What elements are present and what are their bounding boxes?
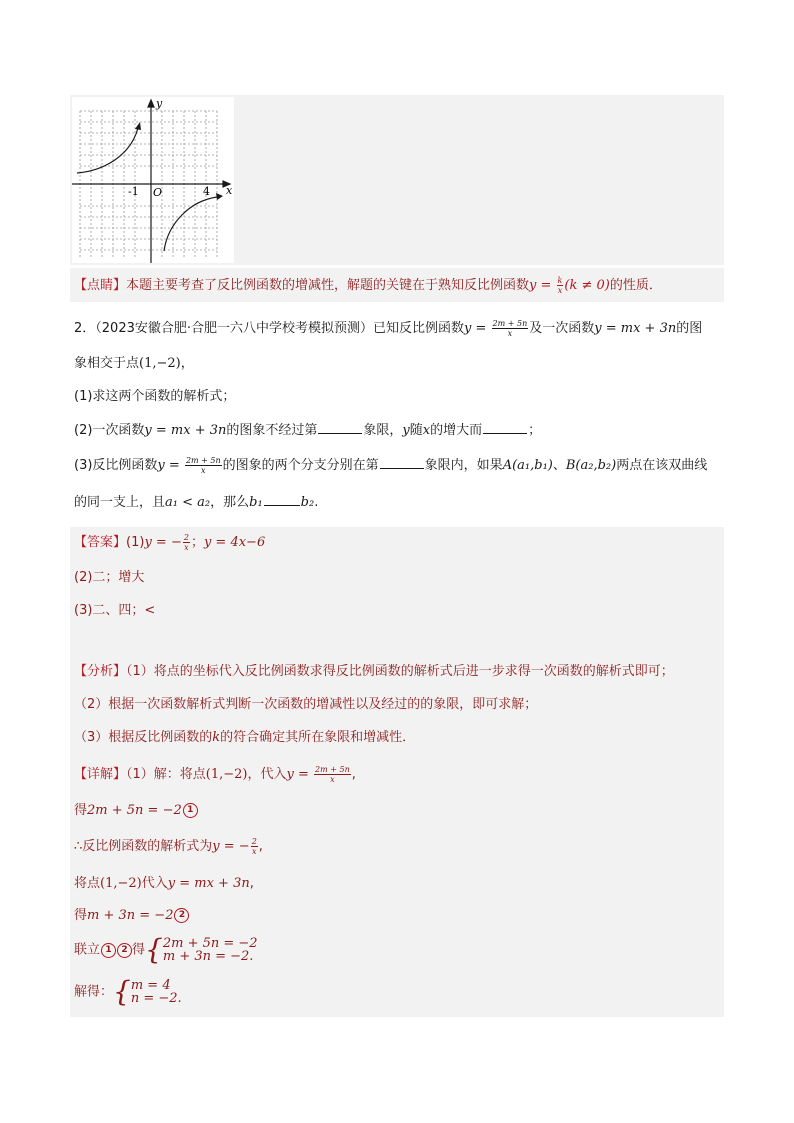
part2-e: 的增大而 <box>430 423 483 438</box>
detail-1-c: , <box>351 767 356 782</box>
question-line2-b: ， <box>180 356 194 371</box>
detail-line-5 <box>74 906 189 926</box>
question-line2-a: 象相交于点 <box>74 356 140 371</box>
detail-1-b: ，代入 <box>247 767 287 782</box>
detail-line-3 <box>74 837 263 857</box>
question-part-1: (1)求这两个函数的解析式； <box>74 389 236 404</box>
dianjing-tag: 【点睛】 <box>74 278 127 293</box>
part3-sep: 、 <box>552 458 566 473</box>
part3-y-eq: y = <box>157 458 184 473</box>
answer-1-sep: ； <box>190 535 204 550</box>
analysis-3-b: 的符合确定其所在象限和增减性． <box>220 730 416 745</box>
detail-1-y: y = <box>286 767 314 782</box>
analysis-line-2: （2）根据一次函数解析式判断一次函数的增减性以及经过的的象限，即可求解； <box>74 697 538 712</box>
grid-lines <box>80 111 217 259</box>
hyperbola-graph <box>72 97 234 263</box>
part2-d: 随 <box>409 423 423 438</box>
equation-system: { 2m + 5n = −2 m + 3n = −2. <box>145 933 258 966</box>
detail-1-fraction: $\frac{2m + 5n}{x}$ <box>315 765 350 784</box>
question-number: 2． <box>74 321 96 336</box>
detail-line-7 <box>74 975 182 1008</box>
question-part-2 <box>74 421 541 441</box>
detail-4-b: 代入 <box>141 876 168 891</box>
tick-label-neg1: -1 <box>128 185 139 198</box>
part2-a: (2)一次函数 <box>74 423 145 438</box>
part3-b2: b₂ <box>300 495 315 510</box>
part3-b1: b₁ <box>249 495 263 510</box>
answer-1-label: (1) <box>126 535 145 550</box>
question-point: (1,−2) <box>139 356 181 371</box>
y-axis-arrow <box>148 100 154 107</box>
dianjing-formula: y = <box>529 278 556 293</box>
part3-fraction: $\frac{2m + 5n}{x}$ <box>185 456 221 475</box>
question-linear: y = mx + 3n <box>594 321 677 336</box>
part3-c: 象限内，如果 <box>424 458 503 473</box>
detail-4-eq: y = mx + 3n <box>167 876 250 891</box>
solution-row-2: n = −2. <box>130 991 182 1006</box>
detail-line-2 <box>74 801 198 821</box>
detail-1-a: （1）解：将点 <box>126 767 206 782</box>
detail-3-y: y = − <box>212 839 250 854</box>
detail-2-eq: 2m + 5n = −2 <box>87 803 182 818</box>
part3-d: 两点在该双曲线 <box>616 458 708 473</box>
question-line-2 <box>74 354 194 374</box>
circled-number-2: 2 <box>174 908 189 923</box>
answer-line-2: (2)二；增大 <box>74 570 145 585</box>
dianjing-text-a: 本题主要考查了反比例函数的增减性，解题的关键在于熟知反比例函数 <box>126 278 530 293</box>
question-fraction: $\frac{2m + 5n}{x}$ <box>492 319 528 338</box>
analysis-line-1 <box>74 662 674 682</box>
question-source: （2023安徽合肥·合肥一六八中学校考模拟预测） <box>95 321 373 336</box>
part2-b: 的图象不经过第 <box>226 423 318 438</box>
analysis-3-k: k <box>212 730 221 745</box>
detail-6-b: 得 <box>132 942 146 958</box>
part2-blank-1[interactable] <box>318 421 362 434</box>
analysis-line-3 <box>74 728 415 748</box>
question-text-b: 及一次函数 <box>529 321 595 336</box>
answer-tag: 【答案】 <box>74 535 127 550</box>
branch-fourth-quadrant <box>164 197 217 251</box>
solution-row-1: m = 4 <box>130 978 171 993</box>
part3-point-a: A(a₁,b₁) <box>502 458 553 473</box>
circled-number-1-ref: 1 <box>101 943 116 958</box>
hyperbola-figure <box>72 97 234 263</box>
tick-label-4: 4 <box>203 185 210 198</box>
detail-2-a: 得 <box>74 803 88 818</box>
answer-1-linear: y = 4x−6 <box>203 535 266 550</box>
part3-b: 的图象的两个分支分别在第 <box>222 458 379 473</box>
x-axis-label: x <box>226 184 233 197</box>
detail-line-4 <box>74 874 254 894</box>
analysis-3-a: （3）根据反比例函数的 <box>74 730 213 745</box>
detail-7-a: 解得： <box>74 984 114 1000</box>
system-row-1: 2m + 5n = −2 <box>162 936 258 951</box>
detail-tag: 【详解】 <box>74 767 127 782</box>
part3-ineq: a₁ < a₂ <box>165 495 211 510</box>
detail-4-point: (1,−2) <box>100 876 142 891</box>
analysis-text-1: （1）将点的坐标代入反比例函数求得反比例函数的解析式后进一步求得一次函数的解析式即可； <box>126 664 674 679</box>
detail-1-point: (1,−2) <box>205 767 248 782</box>
detail-6-a: 联立 <box>74 942 101 958</box>
part3-blank-2[interactable] <box>264 493 300 506</box>
dianjing-condition: (k ≠ 0) <box>564 278 610 293</box>
part2-y: y <box>402 423 410 438</box>
part3-point-b: B(a₂,b₂) <box>565 458 617 473</box>
question-line-1 <box>74 319 702 339</box>
answer-line-3: (3)二、四；< <box>74 603 156 618</box>
part3-e: 的同一支上，且 <box>74 495 166 510</box>
part3-blank-1[interactable] <box>380 456 424 469</box>
part3-g: . <box>314 495 319 510</box>
question-part-3-cont <box>74 493 318 513</box>
part2-blank-2[interactable] <box>483 421 527 434</box>
circled-number-1: 1 <box>183 803 198 818</box>
dianjing-line <box>74 276 662 296</box>
dianjing-fraction: $\frac{k}{x}$ <box>557 276 563 295</box>
system-row-2: m + 3n = −2. <box>162 949 254 964</box>
detail-line-6 <box>74 933 258 966</box>
answer-1-lhs: y = − <box>144 535 182 550</box>
question-part-3 <box>74 456 707 476</box>
analysis-tag: 【分析】 <box>74 664 127 679</box>
detail-4-a: 将点 <box>74 876 101 891</box>
detail-line-1 <box>74 765 356 785</box>
part2-f: ； <box>528 423 542 438</box>
part2-linear: y = mx + 3n <box>144 423 227 438</box>
detail-4-c: , <box>249 876 254 891</box>
circled-number-2-ref: 2 <box>117 943 132 958</box>
question-y-eq: y = <box>464 321 491 336</box>
part2-x: x <box>422 423 431 438</box>
part3-a: (3)反比例函数 <box>74 458 158 473</box>
detail-5-eq: m + 3n = −2 <box>87 908 174 923</box>
origin-label: O <box>153 186 163 199</box>
dianjing-text-b: 的性质． <box>609 278 662 293</box>
part3-f: ，那么 <box>210 495 250 510</box>
detail-3-fraction: $\frac{2}{x}$ <box>251 837 257 856</box>
answer-1-fraction: $\frac{2}{x}$ <box>183 533 189 552</box>
part2-c: 象限， <box>363 423 403 438</box>
y-axis-label: y <box>156 97 163 110</box>
detail-5-a: 得 <box>74 908 88 923</box>
detail-3-b: , <box>258 839 263 854</box>
question-text-c: 的图 <box>676 321 703 336</box>
solution-system: { m = 4 n = −2. <box>113 975 182 1008</box>
answer-line-1 <box>74 533 265 553</box>
detail-3-a: ∴反比例函数的解析式为 <box>74 839 213 854</box>
question-text-a: 已知反比例函数 <box>373 321 465 336</box>
